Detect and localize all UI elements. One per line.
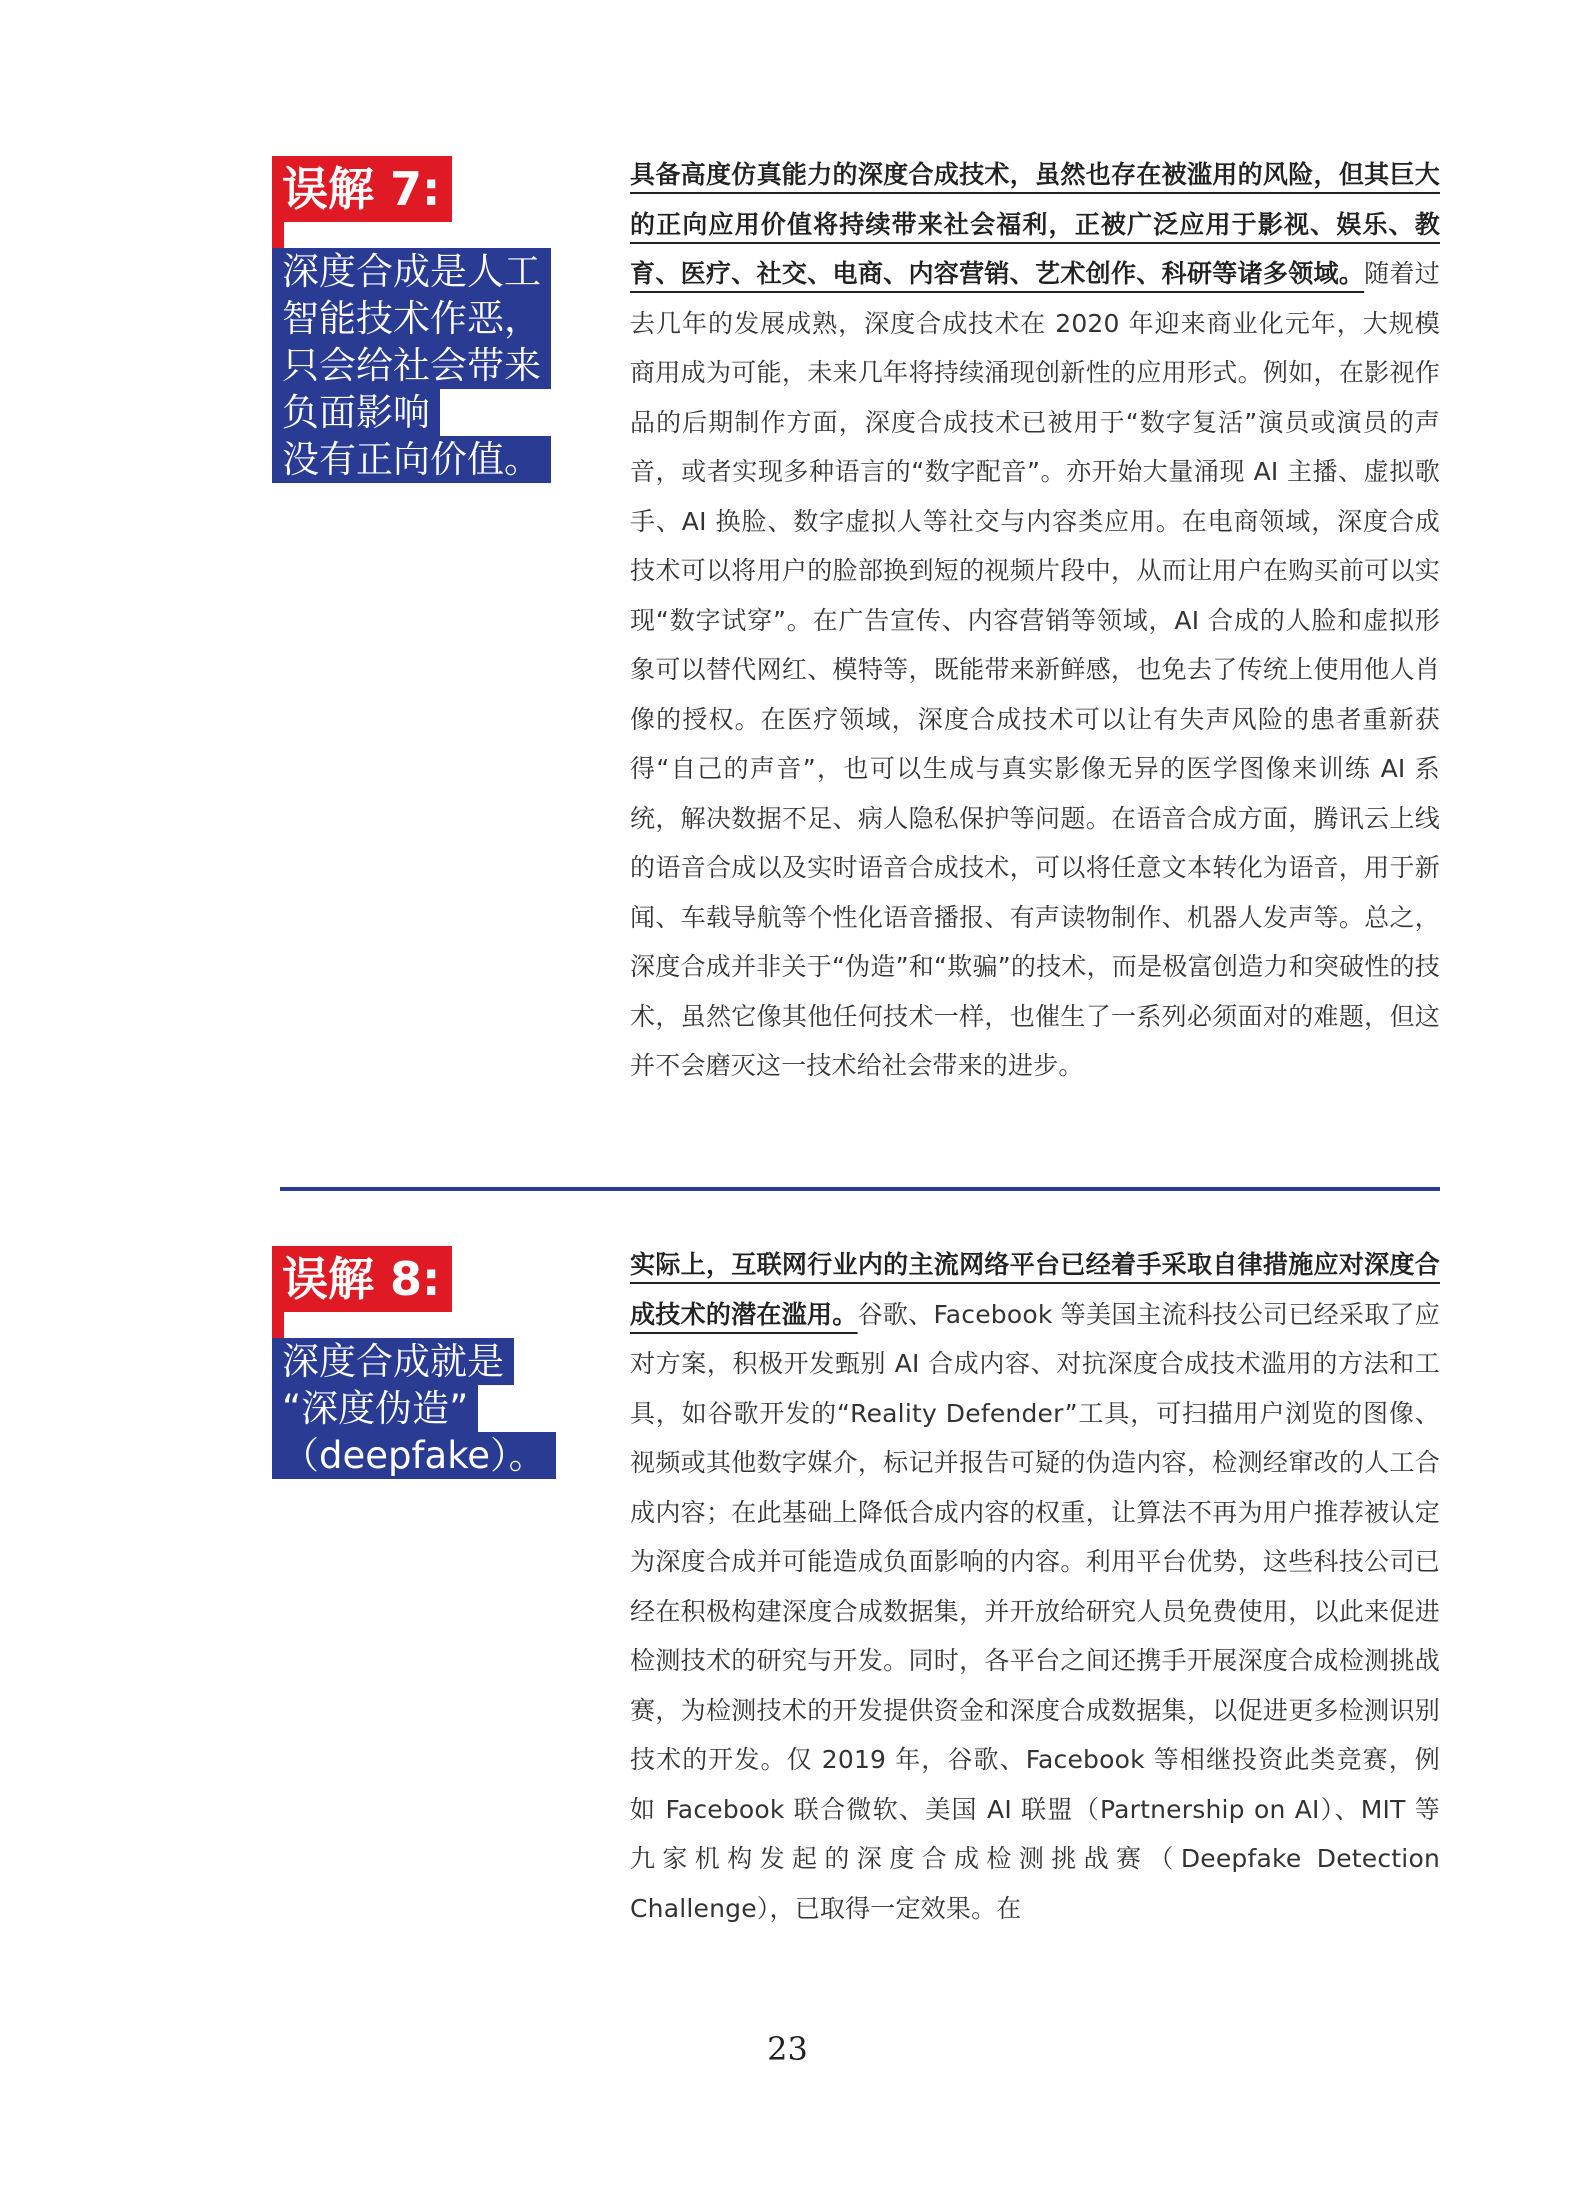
misconception-8-title: 误解 8:	[272, 1246, 452, 1312]
statement-line: 负面影响	[272, 389, 440, 436]
misconception-7-statement	[272, 248, 551, 483]
statement-line: 智能技术作恶，	[272, 295, 551, 342]
page-number: 23	[767, 2030, 808, 2068]
tag-stem-decoration	[272, 1312, 284, 1338]
tag-stem-decoration	[272, 222, 284, 248]
statement-line: （deepfake）。	[272, 1432, 556, 1479]
statement-line: 没有正向价值。	[272, 436, 551, 483]
statement-line: “深度伪造”	[272, 1385, 478, 1432]
misconception-7-title: 误解 7:	[272, 156, 452, 222]
misconception-8-statement	[272, 1338, 556, 1479]
misconception-8-body	[630, 1240, 1440, 1933]
section-divider	[280, 1187, 1440, 1191]
statement-line: 深度合成是人工	[272, 248, 551, 295]
statement-line: 深度合成就是	[272, 1338, 514, 1385]
bold-lead-sentence: 实际上，互联网行业内的主流网络平台已经着手采取自律措施应对深度合成技术的潜在滥用。	[630, 1250, 1440, 1329]
body-paragraph: 随着过去几年的发展成熟，深度合成技术在 2020 年迎来商业化元年，大规模商用成为可能，未来几年将持续涌现创新性的应用形式。例如，在影视作品的后期制作方面，深度合成技术已被用于“数字复活”演员或演员的声音，或者实现多种语言的“数字配音”。亦开始大量涌现 AI 主播、虚拟歌手、AI 换脸、数字虚拟人等社交与内容类应用。在电商领域，深度合成技术可以将用户的脸部换到短的视频片段中，从而让用户在购买前可以实现“数字试穿”。在广告宣传、内容营销等领域，AI 合成的人脸和虚拟形象可以替代网红、模特等，既能带来新鲜感，也免去了传统上使用他人肖像的授权。在医疗领域，深度合成技术可以让有失声风险的患者重新获得“自己的声音”，也可以生成与真实影像无异的医学图像来训练 AI 系统，解决数据不足、病人隐私保护等问题。在语音合成方面，腾讯云上线的语音合成以及实时语音合成技术，可以将任意文本转化为语音，用于新闻、车载导航等个性化语音播报、有声读物制作、机器人发声等。总之，深度合成并非关于“伪造”和“欺骗”的技术，而是极富创造力和突破性的技术，虽然它像其他任何技术一样，也催生了一系列必须面对的难题，但这并不会磨灭这一技术给社会带来的进步。	[630, 259, 1440, 1080]
misconception-7-body	[630, 150, 1440, 1091]
statement-line: 只会给社会带来	[272, 342, 551, 389]
bold-lead-sentence: 具备高度仿真能力的深度合成技术，虽然也存在被滥用的风险，但其巨大的正向应用价值将持续带来社会福利，正被广泛应用于影视、娱乐、教育、医疗、社交、电商、内容营销、艺术创作、科研等诸多领域。	[630, 160, 1440, 288]
body-paragraph: 谷歌、Facebook 等美国主流科技公司已经采取了应对方案，积极开发甄别 AI 合成内容、对抗深度合成技术滥用的方法和工具，如谷歌开发的“Reality Defender”工具，可扫描用户浏览的图像、视频或其他数字媒介，标记并报告可疑的伪造内容，检测经窜改的人工合成内容；在此基础上降低合成内容的权重，让算法不再为用户推荐被认定为深度合成并可能造成负面影响的内容。利用平台优势，这些科技公司已经在积极构建深度合成数据集，并开放给研究人员免费使用，以此来促进检测技术的研究与开发。同时，各平台之间还携手开展深度合成检测挑战赛，为检测技术的开发提供资金和深度合成数据集，以促进更多检测识别技术的开发。仅 2019 年，谷歌、Facebook 等相继投资此类竞赛，例如 Facebook 联合微软、美国 AI 联盟（Partnership on AI）、MIT 等九家机构发起的深度合成检测挑战赛（Deepfake Detection Challenge），已取得一定效果。在	[630, 1299, 1440, 1923]
